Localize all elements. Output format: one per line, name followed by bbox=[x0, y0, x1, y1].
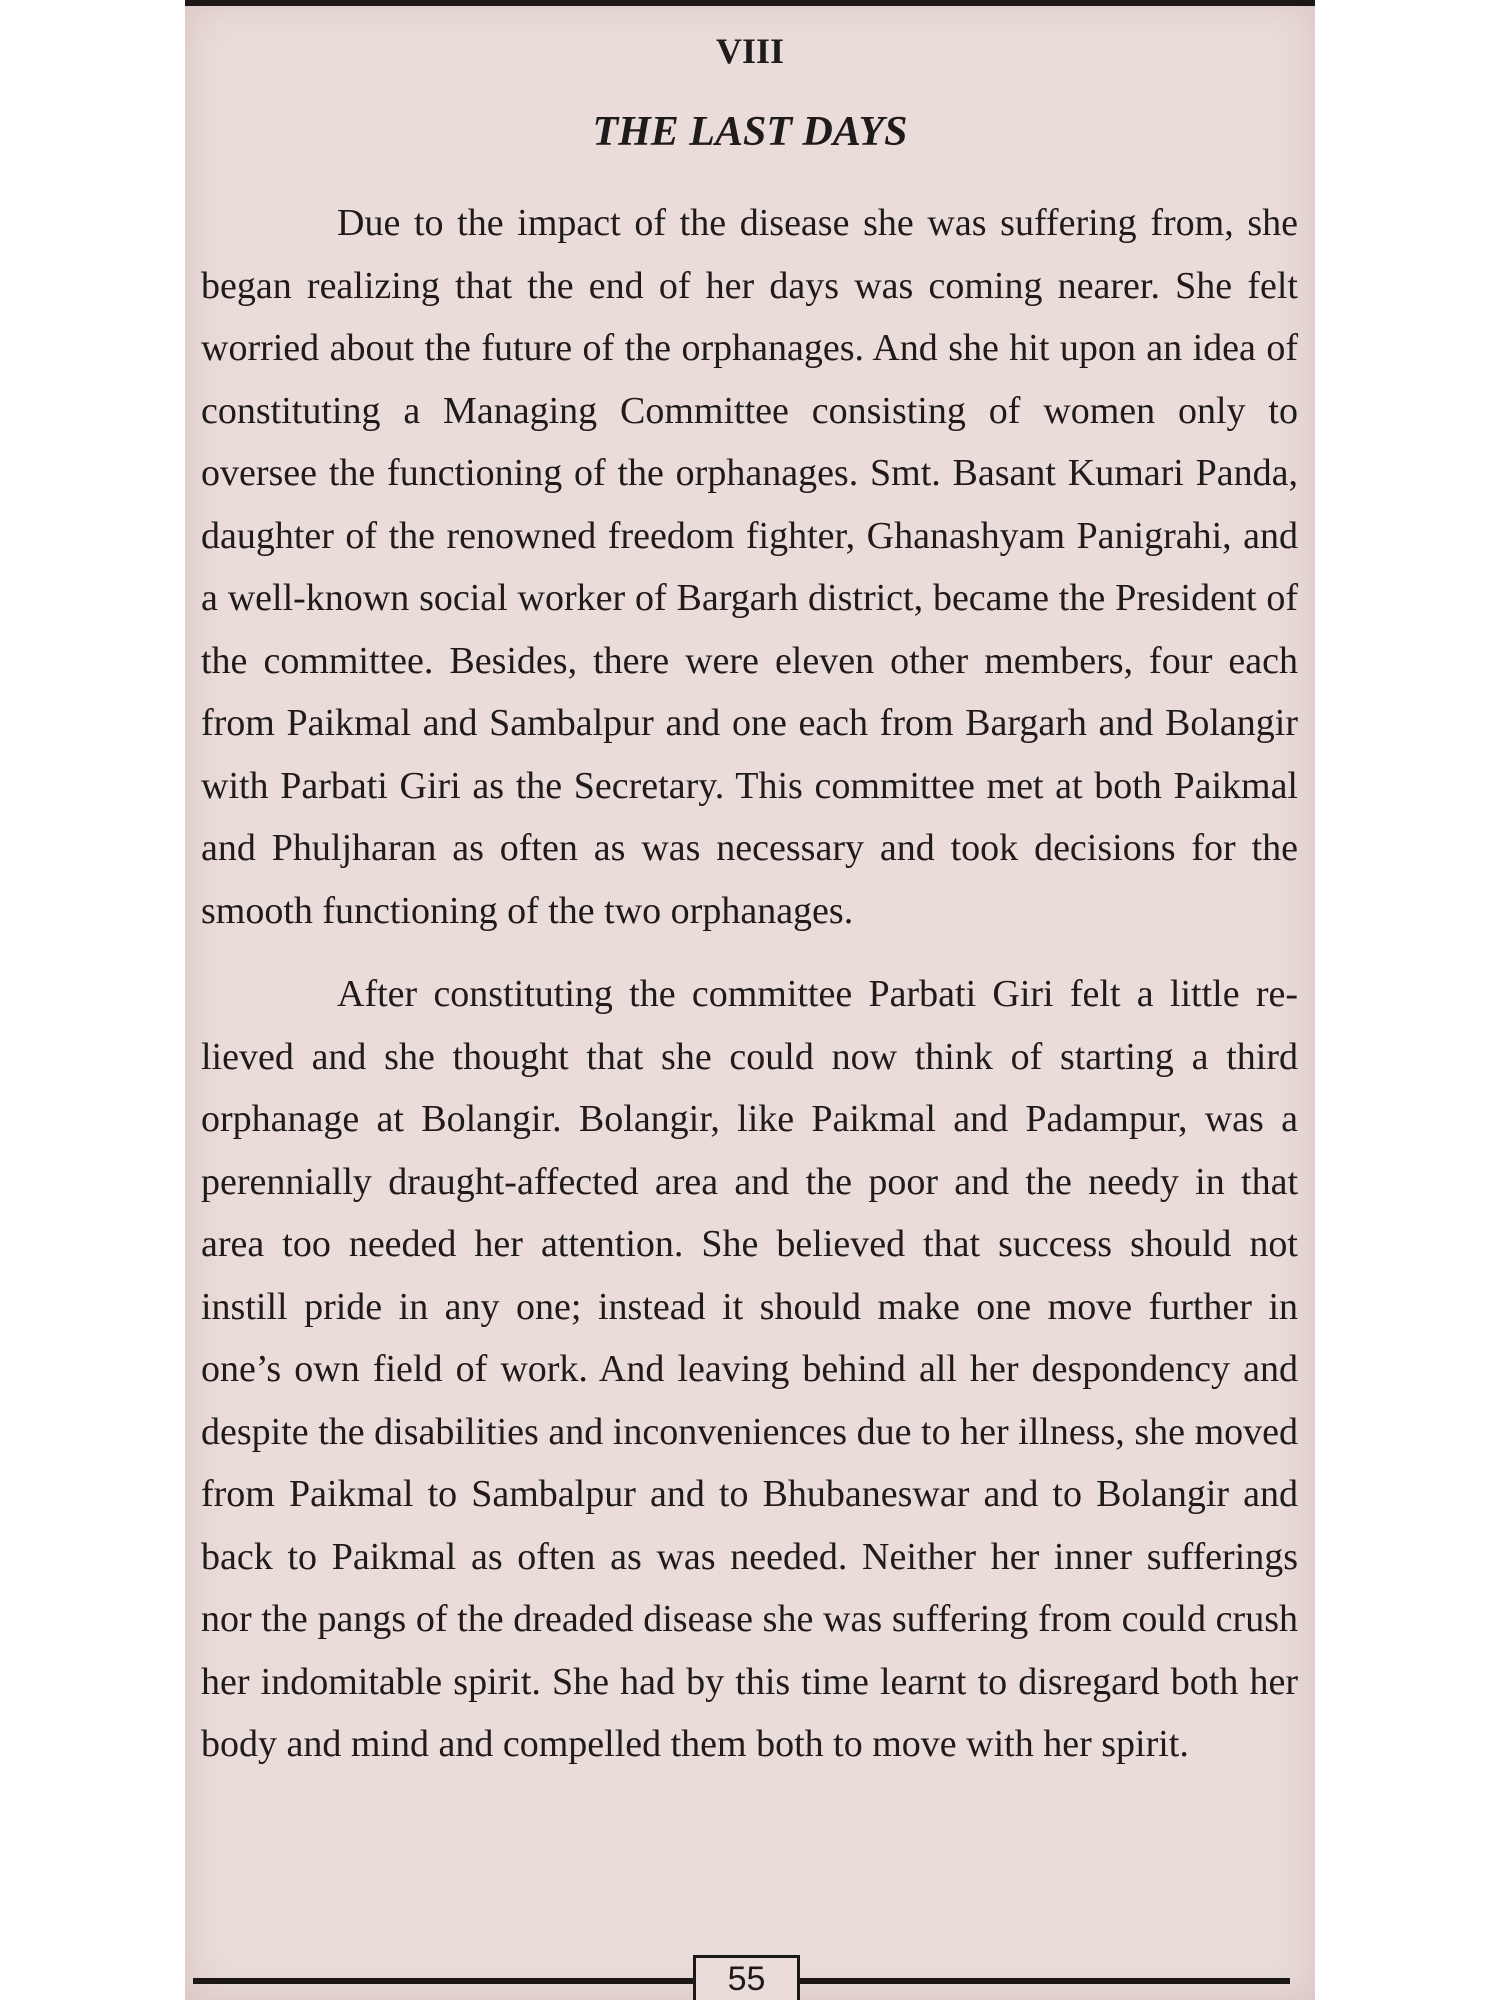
body-text bbox=[201, 192, 1298, 1776]
chapter-number: VIII bbox=[715, 31, 785, 71]
paragraph-1: Due to the impact of the disease she was suffering from, she began realizing that the end of her days was coming nearer. She felt worried about the future of the orphanages. And she hit upon an idea of constituting a Managing Committee consisting of women only to oversee the functioning of the orphanages. Smt. Basant Kumari Panda, daughter of the renowned freedom fighter, Ghanashyam Panigrahi, and a well-known social worker of Bargarh district, became the President of the committee. Besides, there were eleven other members, four each from Paikmal and Sambalpur and one each from Bargarh and Bolangir with Parbati Giri as the Secretary. This committee met at both Paikmal and Phuljharan as often as was necessary and took decisions for the smooth functioning of the two orphanages. bbox=[201, 202, 1298, 932]
paragraph-2: After constituting the committee Parbati Giri felt a little relieved and she thought that she could now think of starting a third orphanage at Bolangir. Bolangir, like Paikmal and Padampur, was a perennially draught-affected area and the poor and the needy in that area too needed her attention. She believed that success should not instill pride in any one; instead it should make one move further in one’s own field of work. And leaving behind all her despondency and despite the disabilities and inconveniences due to her illness, she moved from Paikmal to Sambalpur and to Bhubaneswar and to Bolangir and back to Paikmal as often as was needed. Neither her inner sufferings nor the pangs of the dreaded disease she was suffering from could crush her indomitable spirit. She had by this time learnt to disregard both her body and mind and compelled them both to move with her spirit. bbox=[201, 973, 1298, 1765]
bottom-rule-left bbox=[193, 1978, 693, 1984]
chapter-title: THE LAST DAYS bbox=[592, 109, 908, 155]
book-page bbox=[185, 0, 1315, 2000]
page-number: 55 bbox=[693, 1955, 800, 2000]
bottom-rule-right bbox=[800, 1978, 1290, 1984]
top-rule bbox=[185, 0, 1315, 6]
